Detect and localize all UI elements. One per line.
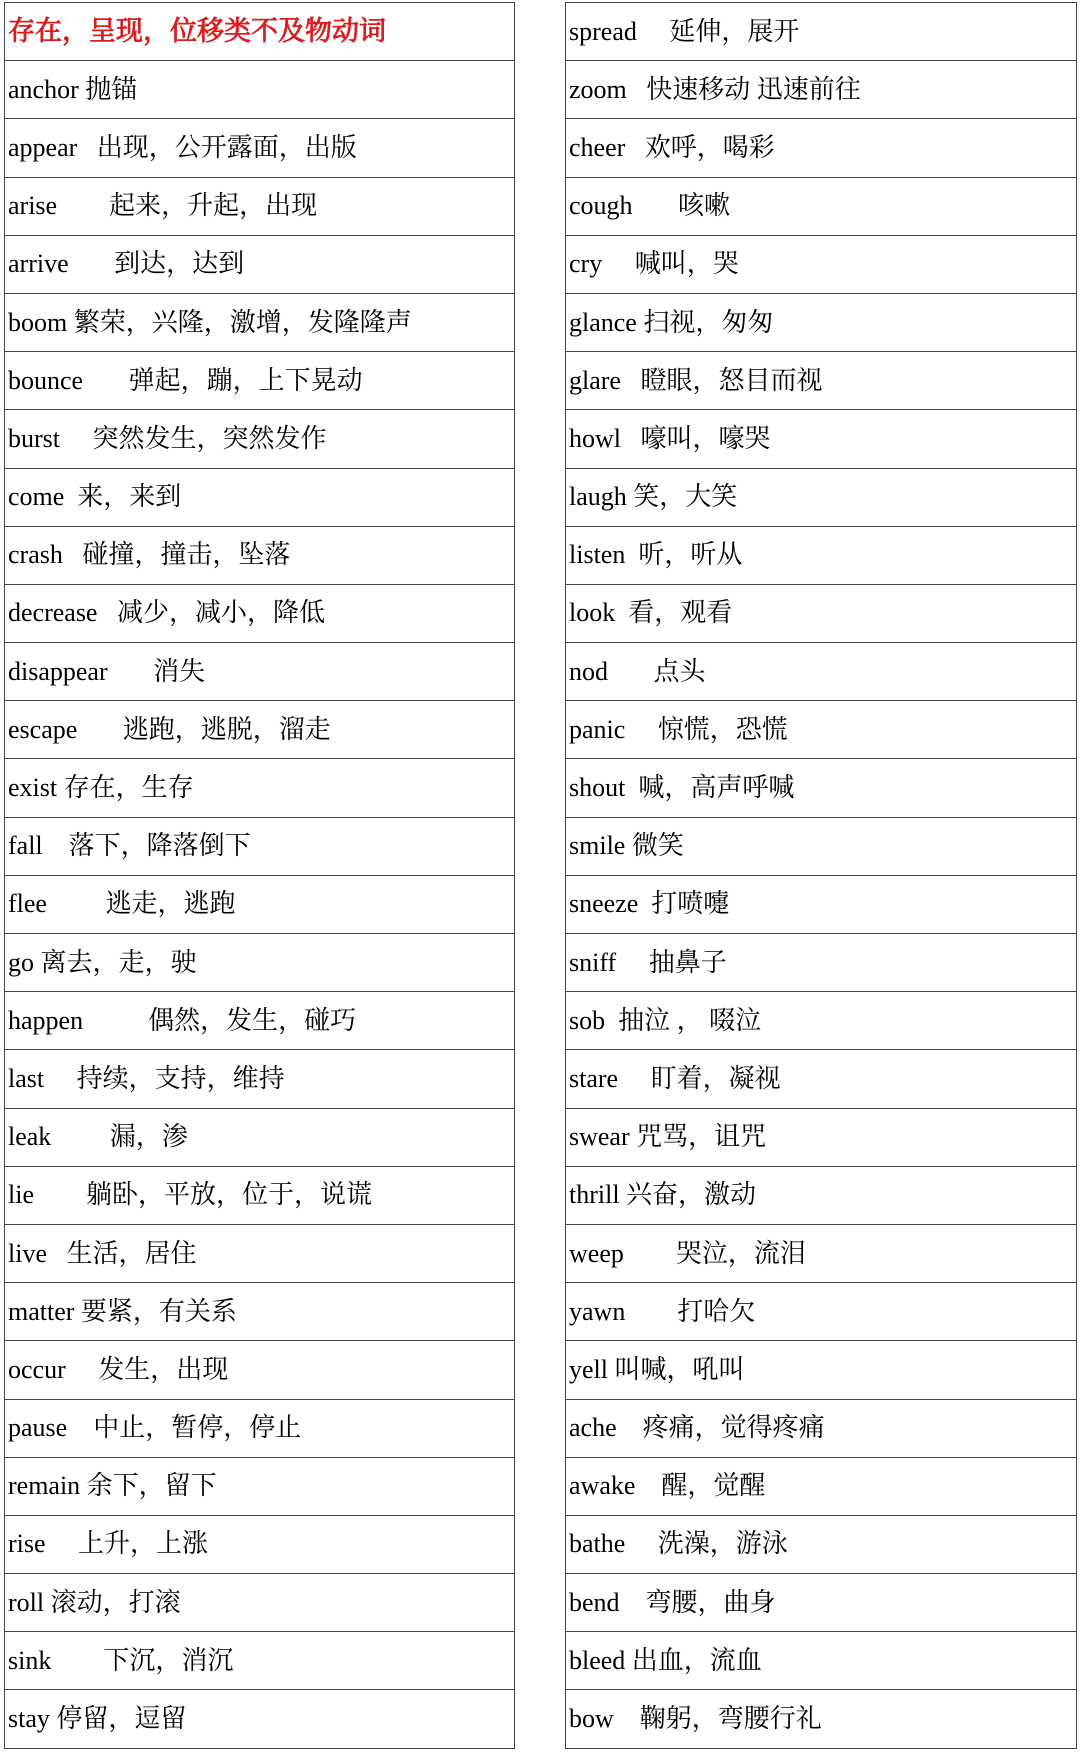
table-row	[566, 293, 1077, 351]
vocab-entry: live 生活，居住	[5, 1224, 515, 1282]
table-row	[566, 1457, 1077, 1515]
table-row	[5, 584, 515, 642]
vocab-entry: lie 躺卧，平放，位于，说谎	[5, 1166, 515, 1224]
vocab-entry: leak 漏，渗	[5, 1108, 515, 1166]
vocab-entry: roll 滚动，打滚	[5, 1574, 515, 1632]
vocab-entry: exist 存在，生存	[5, 759, 515, 817]
vocab-entry: occur 发生，出现	[5, 1341, 515, 1399]
vocab-entry: nod 点头	[566, 643, 1077, 701]
table-row	[5, 352, 515, 410]
vocab-entry: burst 突然发生，突然发作	[5, 410, 515, 468]
vocab-entry: panic 惊慌，恐慌	[566, 701, 1077, 759]
table-row	[566, 177, 1077, 235]
vocab-entry: escape 逃跑，逃脱，溜走	[5, 701, 515, 759]
vocab-entry: ache 疼痛，觉得疼痛	[566, 1399, 1077, 1457]
section-title: 存在，呈现，位移类不及物动词	[5, 3, 515, 61]
table-row	[566, 643, 1077, 701]
vocab-entry: cry 喊叫，哭	[566, 235, 1077, 293]
table-row	[566, 1574, 1077, 1632]
vocab-entry: look 看，观看	[566, 584, 1077, 642]
vocab-entry: sink 下沉，消沉	[5, 1632, 515, 1690]
vocab-entry: sneeze 打喷嚏	[566, 875, 1077, 933]
vocab-entry: thrill 兴奋，激动	[566, 1166, 1077, 1224]
table-row	[5, 1632, 515, 1690]
vocab-entry: rise 上升，上涨	[5, 1515, 515, 1573]
table-row	[5, 1108, 515, 1166]
table-row	[5, 1050, 515, 1108]
table-row	[5, 61, 515, 119]
table-row	[5, 177, 515, 235]
table-row	[5, 1283, 515, 1341]
table-row	[566, 1108, 1077, 1166]
vocab-entry: glance 扫视，匆匆	[566, 293, 1077, 351]
table-row	[566, 934, 1077, 992]
table-row	[566, 3, 1077, 61]
vocab-entry: sob 抽泣 ， 啜泣	[566, 992, 1077, 1050]
table-row	[5, 1515, 515, 1573]
vocab-entry: laugh 笑，大笑	[566, 468, 1077, 526]
vocab-entry: disappear 消失	[5, 643, 515, 701]
vocab-entry: come 来，来到	[5, 468, 515, 526]
vocab-entry: happen 偶然，发生，碰巧	[5, 992, 515, 1050]
table-row	[5, 410, 515, 468]
table-row	[566, 817, 1077, 875]
vocab-entry: last 持续，支持，维持	[5, 1050, 515, 1108]
vocab-entry: howl 嚎叫，嚎哭	[566, 410, 1077, 468]
table-row	[5, 643, 515, 701]
table-row	[5, 293, 515, 351]
vocab-entry: matter 要紧，有关系	[5, 1283, 515, 1341]
vocab-entry: bounce 弹起，蹦，上下晃动	[5, 352, 515, 410]
vocab-entry: glare 瞪眼，怒目而视	[566, 352, 1077, 410]
table-row	[5, 1166, 515, 1224]
vocabulary-table-left	[4, 2, 515, 1749]
table-row	[5, 1399, 515, 1457]
vocab-entry: shout 喊，高声呼喊	[566, 759, 1077, 817]
table-row	[5, 1690, 515, 1748]
vocab-entry: boom 繁荣，兴隆，激增，发隆隆声	[5, 293, 515, 351]
table-row	[5, 934, 515, 992]
vocab-entry: listen 听，听从	[566, 526, 1077, 584]
table-row	[566, 875, 1077, 933]
vocab-entry: decrease 减少，减小，降低	[5, 584, 515, 642]
table-row	[566, 1166, 1077, 1224]
vocab-entry: yell 叫喊，吼叫	[566, 1341, 1077, 1399]
table-row	[566, 1515, 1077, 1573]
table-row	[566, 410, 1077, 468]
table-row	[5, 526, 515, 584]
vocab-entry: spread 延伸，展开	[566, 3, 1077, 61]
table-row	[566, 1341, 1077, 1399]
vocab-entry: stay 停留，逗留	[5, 1690, 515, 1748]
vocab-entry: bleed 出血，流血	[566, 1632, 1077, 1690]
table-row	[5, 875, 515, 933]
vocab-entry: arise 起来，升起，出现	[5, 177, 515, 235]
table-row	[566, 61, 1077, 119]
table-row	[566, 1050, 1077, 1108]
vocab-entry: go 离去，走，驶	[5, 934, 515, 992]
table-row	[566, 701, 1077, 759]
vocab-entry: yawn 打哈欠	[566, 1283, 1077, 1341]
table-row	[566, 1224, 1077, 1282]
table-row	[5, 759, 515, 817]
table-row	[566, 235, 1077, 293]
table-row	[566, 759, 1077, 817]
table-row	[5, 235, 515, 293]
table-row	[566, 526, 1077, 584]
vocab-entry: flee 逃走，逃跑	[5, 875, 515, 933]
vocabulary-table-right	[565, 2, 1077, 1749]
table-row	[5, 119, 515, 177]
vocab-entry: arrive 到达，达到	[5, 235, 515, 293]
vocab-entry: anchor 抛锚	[5, 61, 515, 119]
table-row	[5, 817, 515, 875]
table-row	[566, 119, 1077, 177]
vocab-entry: bow 鞠躬，弯腰行礼	[566, 1690, 1077, 1748]
table-row	[566, 468, 1077, 526]
table-row	[566, 992, 1077, 1050]
vocab-entry: swear 咒骂，诅咒	[566, 1108, 1077, 1166]
table-row	[5, 468, 515, 526]
vocab-entry: pause 中止，暂停，停止	[5, 1399, 515, 1457]
table-row	[5, 1224, 515, 1282]
vocab-entry: appear 出现，公开露面，出版	[5, 119, 515, 177]
vocab-entry: bathe 洗澡，游泳	[566, 1515, 1077, 1573]
vocab-entry: cheer 欢呼，喝彩	[566, 119, 1077, 177]
vocab-entry: crash 碰撞，撞击，坠落	[5, 526, 515, 584]
table-row	[5, 3, 515, 61]
vocab-entry: fall 落下，降落倒下	[5, 817, 515, 875]
table-row	[5, 701, 515, 759]
table-row	[566, 352, 1077, 410]
table-row	[566, 1690, 1077, 1748]
vocab-entry: bend 弯腰，曲身	[566, 1574, 1077, 1632]
table-row	[566, 1283, 1077, 1341]
vocab-entry: cough 咳嗽	[566, 177, 1077, 235]
table-row	[566, 584, 1077, 642]
table-row	[5, 1341, 515, 1399]
vocab-entry: zoom 快速移动 迅速前往	[566, 61, 1077, 119]
table-row	[5, 992, 515, 1050]
vocab-entry: smile 微笑	[566, 817, 1077, 875]
vocab-entry: sniff 抽鼻子	[566, 934, 1077, 992]
table-row	[566, 1632, 1077, 1690]
table-row	[5, 1574, 515, 1632]
table-row	[566, 1399, 1077, 1457]
vocab-entry: awake 醒，觉醒	[566, 1457, 1077, 1515]
vocab-entry: stare 盯着，凝视	[566, 1050, 1077, 1108]
table-row	[5, 1457, 515, 1515]
vocab-entry: remain 余下，留下	[5, 1457, 515, 1515]
vocab-entry: weep 哭泣，流泪	[566, 1224, 1077, 1282]
